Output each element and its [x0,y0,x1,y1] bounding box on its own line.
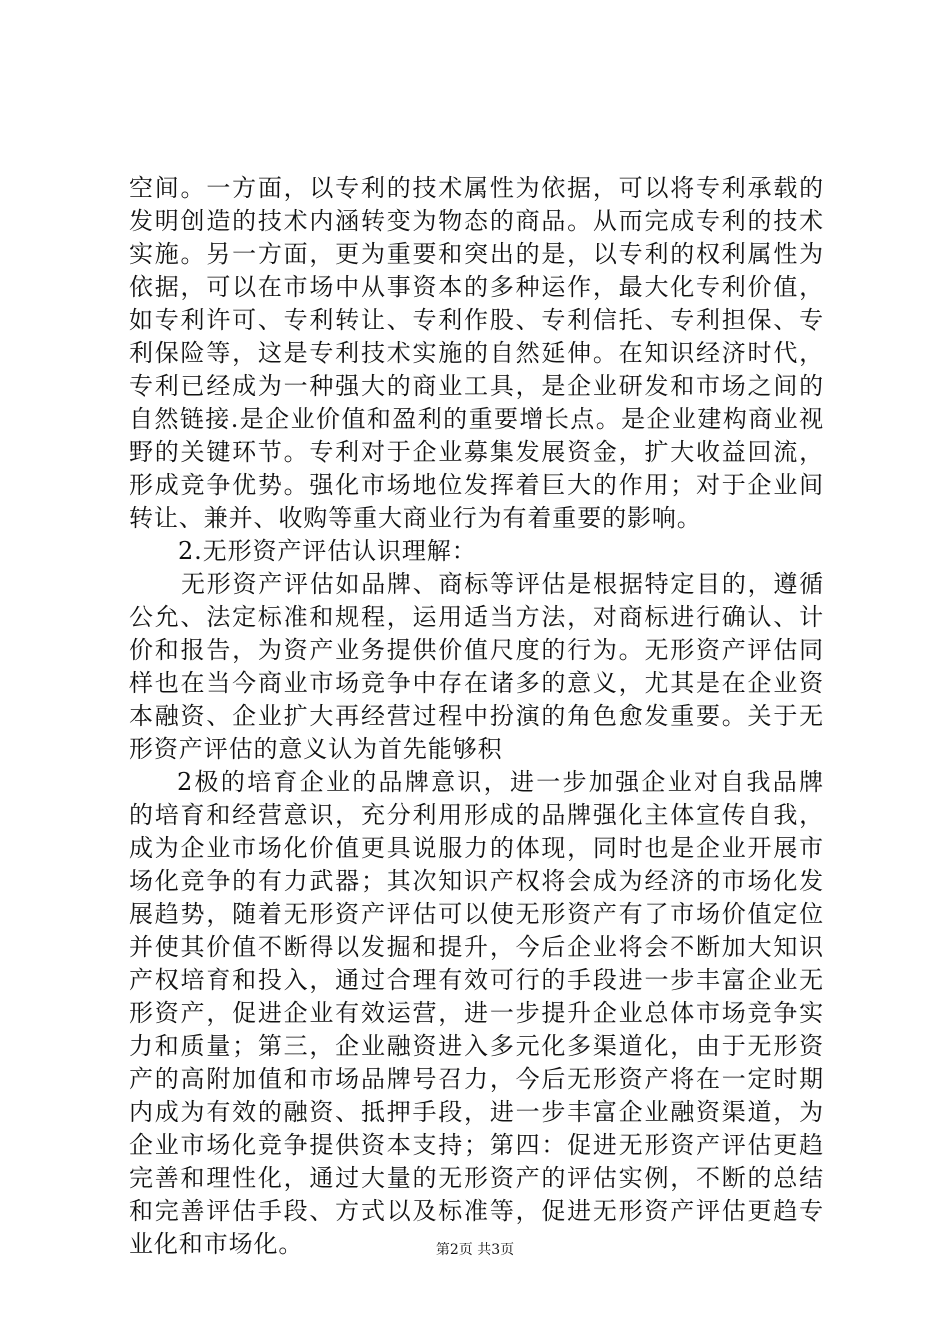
text-line: 样也在当今商业市场竞争中存在诸多的意义，尤其是在企业资 [129,669,824,697]
text-line: 依据，可以在市场中从事资本的多种运作，最大化专利价值， [129,273,824,301]
text-line: 形成竞争优势。强化市场地位发挥着巨大的作用；对于企业间 [129,471,824,499]
text-line: 野的关键环节。专利对于企业募集发展资金，扩大收益回流， [129,438,824,466]
text-line: 转让、兼并、收购等重大商业行为有着重要的影响。 [129,504,702,532]
text-line: 2极的培育企业的品牌意识，进一步加强企业对自我品牌 [177,768,824,796]
text-line: 如专利许可、专利转让、专利作股、专利信托、专利担保、专 [129,306,824,334]
text-line: 形资产，促进企业有效运营，进一步提升企业总体市场竞争实 [129,999,824,1027]
text-line: 价和报告，为资产业务提供价值尺度的行为。无形资产评估同 [129,636,824,664]
text-line: 并使其价值不断得以发掘和提升，今后企业将会不断加大知识 [129,933,824,961]
text-line: 业化和市场化。 [129,1230,304,1258]
text-line: 利保险等，这是专利技术实施的自然延伸。在知识经济时代， [129,339,824,367]
text-line: 无形资产评估如品牌、商标等评估是根据特定目的，遵循 [181,570,824,598]
text-line: 的培育和经营意识，充分利用形成的品牌强化主体宣传自我， [129,801,824,829]
text-line: 力和质量；第三，企业融资进入多元化多渠道化，由于无形资 [129,1032,824,1060]
text-line: 产权培育和投入，通过合理有效可行的手段进一步丰富企业无 [129,966,824,994]
text-line: 场化竞争的有力武器；其次知识产权将会成为经济的市场化发 [129,867,824,895]
text-line: 展趋势，随着无形资产评估可以使无形资产有了市场价值定位 [129,900,824,928]
text-line: 和完善评估手段、方式以及标准等，促进无形资产评估更趋专 [129,1197,824,1225]
text-line: 发明创造的技术内涵转变为物态的商品。从而完成专利的技术 [129,207,824,235]
text-line: 产的高附加值和市场品牌号召力，今后无形资产将在一定时期 [129,1065,824,1093]
text-line: 实施。另一方面，更为重要和突出的是，以专利的权利属性为 [129,240,824,268]
body-text [129,172,824,1261]
text-line: 完善和理性化，通过大量的无形资产的评估实例，不断的总结 [129,1164,824,1192]
section-heading: 2.无形资产评估认识理解： [178,537,477,565]
text-line: 内成为有效的融资、抵押手段，进一步丰富企业融资渠道，为 [129,1098,824,1126]
text-line: 企业市场化竞争提供资本支持；第四：促进无形资产评估更趋 [129,1131,824,1159]
text-line: 公允、法定标准和规程，运用适当方法，对商标进行确认、计 [129,603,824,631]
text-line: 空间。一方面，以专利的技术属性为依据，可以将专利承载的 [129,174,824,202]
text-line: 成为企业市场化价值更具说服力的体现，同时也是企业开展市 [129,834,824,862]
text-line: 形资产评估的意义认为首先能够积 [129,735,503,763]
text-line: 专利已经成为一种强大的商业工具，是企业研发和市场之间的 [129,372,824,400]
text-line: 自然链接.是企业价值和盈利的重要增长点。是企业建构商业视 [129,405,824,433]
text-line: 本融资、企业扩大再经营过程中扮演的角色愈发重要。关于无 [129,702,824,730]
page-footer: 第2页 共3页 [435,1242,515,1258]
